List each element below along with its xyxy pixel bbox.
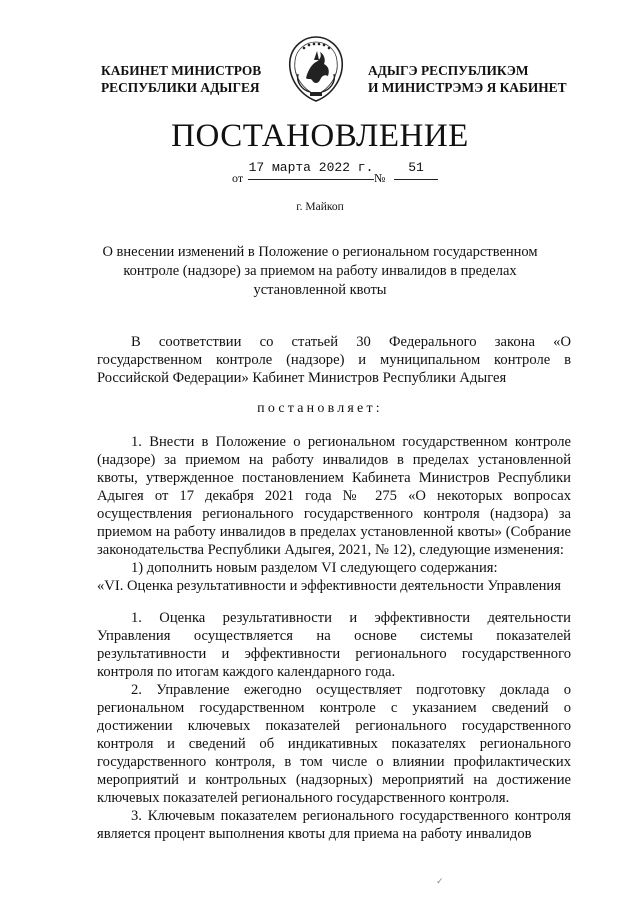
main-paragraphs — [97, 433, 571, 577]
header-right-ady — [368, 62, 567, 96]
document-subject: О внесении изменений в Положение о региональном государственном контроле (надзоре) за приемом на работу инвалидов в пределах установленной квоты — [102, 244, 538, 298]
document-city: г. Майкоп — [296, 201, 344, 213]
point-1: 1. Оценка результативности и эффективности деятельности Управления осуществляется на основе системы показателей результативности и эффективности регионального государственного контроля по итогам каждого календарного года. — [97, 610, 571, 680]
decree-word: постановляет: — [257, 401, 383, 416]
number-underline — [394, 179, 438, 180]
header-right-line-2: И МИНИСТРЭМЭ Я КАБИНЕТ — [368, 80, 567, 95]
document-date: 17 марта 2022 г. — [248, 160, 374, 175]
main-paragraph-1: 1. Внести в Положение о региональном государственном контроле (надзоре) за приемом на работу инвалидов в пределах установленной квоты, утвержденное постановлением Кабинета Министров Республики Адыгея от 17 декабря 2021 года № 275 «О некоторых вопросах осуществления регионального государственного контроля (надзора) за приемом на работу инвалидов в пределах установленной квоты» (Собрание законодательства Республики Адыгея, 2021, № 12), следующие изменения: — [97, 434, 571, 558]
header-left-line-2: РЕСПУБЛИКИ АДЫГЕЯ — [101, 80, 260, 95]
number-sign: № — [374, 171, 386, 185]
header-right-line-1: АДЫГЭ РЕСПУБЛИКЭМ — [368, 63, 529, 78]
adygea-coat-of-arms-icon — [284, 34, 348, 104]
document-type-title: ПОСТАНОВЛЕНИЕ — [171, 118, 469, 154]
main-paragraph-2: 1) дополнить новым разделом VI следующего содержания: — [131, 560, 498, 576]
intro-paragraph — [97, 333, 571, 387]
document-number: 51 — [408, 160, 424, 175]
date-number-row — [232, 160, 442, 186]
section-title: «VI. Оценка результативности и эффективности деятельности Управления — [97, 578, 561, 594]
footer-mark: ✓ — [436, 876, 444, 886]
header-left-ru — [101, 62, 261, 96]
date-underline — [248, 179, 374, 180]
point-3: 3. Ключевым показателем регионального государственного контроля является процент выполнения квоты для приема на работу инвалидов — [97, 808, 571, 842]
intro-text: В соответствии со статьей 30 Федерального закона «О государственном контроле (надзоре) и муниципальном контроле в Российской Федерации» Кабинет Министров Республики Адыгея — [97, 334, 571, 386]
date-prefix: от — [232, 171, 244, 185]
point-2: 2. Управление ежегодно осуществляет подготовку доклада о региональном государственном контроле с указанием сведений о достижении ключевых показателей регионального государственного контроля и сведений об индикативных показателях регионального государственного контроля, в том числе о влиянии профилактических мероприятий и контрольных (надзорных) мероприятий на достижение ключевых показателей регионального государственного контроля. — [97, 682, 571, 806]
header-left-line-1: КАБИНЕТ МИНИСТРОВ — [101, 63, 262, 78]
section-points — [97, 609, 571, 843]
